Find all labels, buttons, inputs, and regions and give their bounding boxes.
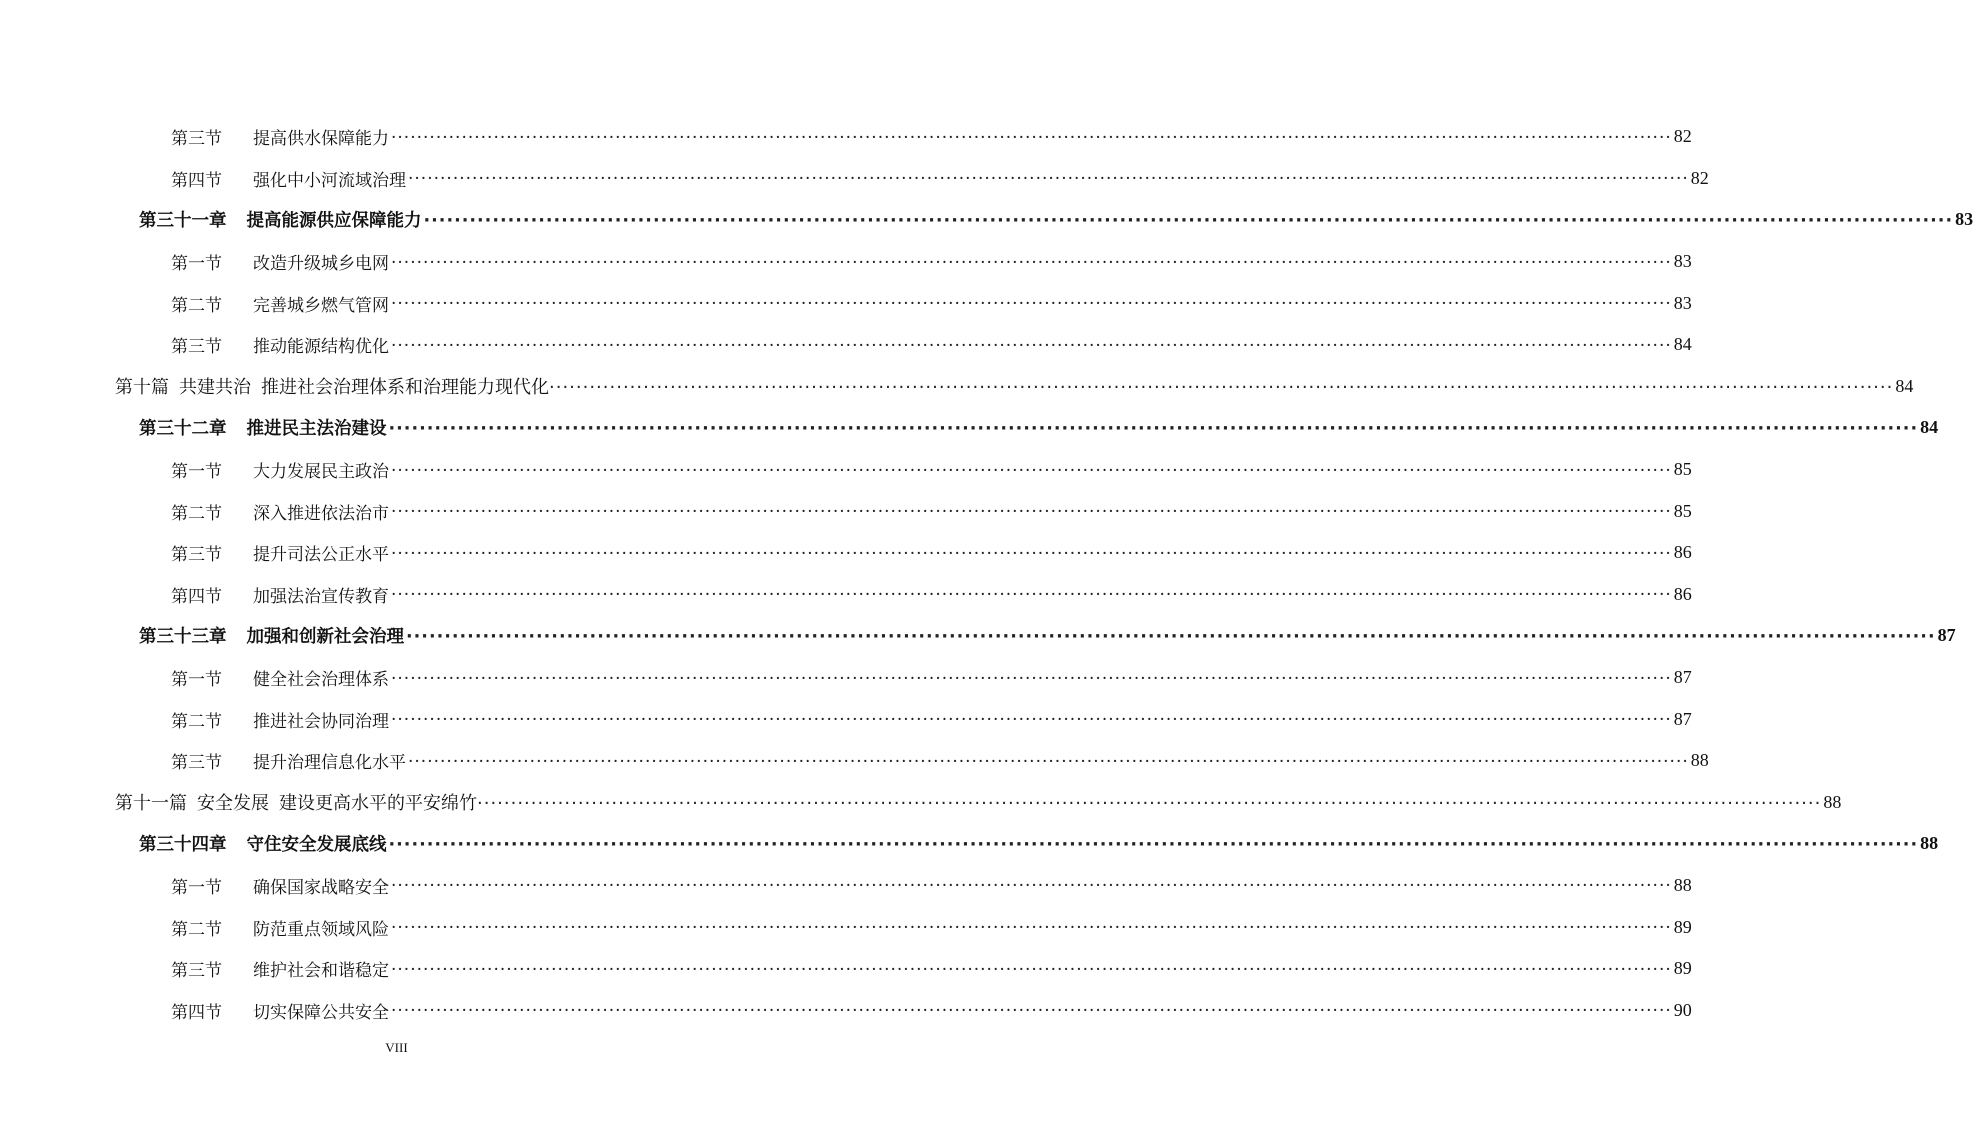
dot-leader: ········································································································································································································ xyxy=(391,502,1672,523)
page-number: 90 xyxy=(1673,999,1692,1020)
page-number: 89 xyxy=(1673,958,1692,979)
section-number: 第四节 xyxy=(171,170,222,191)
page-number: 84 xyxy=(1895,375,1914,396)
dot-leader: ········································································································································································································ xyxy=(391,252,1672,273)
dot-leader: ········································································································································································································ xyxy=(391,710,1672,731)
toc-entry-section[interactable] xyxy=(0,532,1692,574)
section-number: 第一节 xyxy=(171,462,222,483)
dot-leader: ········································································································································································································ xyxy=(408,169,1689,190)
toc-entry-section[interactable] xyxy=(0,948,1692,990)
toc-entry-title xyxy=(171,249,389,274)
page-number: 84 xyxy=(1673,334,1692,355)
section-title: 深入推进依法治市 xyxy=(253,503,389,524)
page-number: 87 xyxy=(1673,708,1692,729)
toc-entry-title xyxy=(171,748,406,773)
toc-entry-title xyxy=(171,665,389,690)
toc-entry-title xyxy=(171,873,389,898)
page-number: 87 xyxy=(1937,625,1956,646)
toc-entry-chapter[interactable] xyxy=(0,823,1939,865)
page-number: 88 xyxy=(1823,791,1842,812)
dot-leader: ········································································································································································································ xyxy=(391,585,1672,606)
toc-entry-section[interactable] xyxy=(0,282,1692,324)
toc-entry-section[interactable] xyxy=(0,865,1692,907)
dot-leader: ········································································································································································································ xyxy=(391,668,1672,689)
dot-leader: ········································································································································································································ xyxy=(391,335,1672,356)
page-number: 88 xyxy=(1920,833,1939,854)
section-number: 第二节 xyxy=(171,503,222,524)
toc-entry-title xyxy=(171,707,389,732)
dot-leader: ········································································································································································································ xyxy=(391,127,1672,148)
section-title: 维护社会和谐稳定 xyxy=(253,961,389,982)
toc-entry-title xyxy=(139,831,387,856)
toc-entry-title xyxy=(171,582,389,607)
page-number: 84 xyxy=(1920,417,1939,438)
dot-leader: ········································································································································································································ xyxy=(406,626,1936,647)
toc-entry-section[interactable] xyxy=(0,698,1692,740)
section-title: 完善城乡燃气管网 xyxy=(253,295,389,316)
page-number: 89 xyxy=(1673,916,1692,937)
section-title: 提升司法公正水平 xyxy=(253,545,389,566)
toc-entry-title xyxy=(171,956,389,981)
toc-entry-section[interactable] xyxy=(0,324,1692,366)
toc-entry-section[interactable] xyxy=(0,490,1692,532)
dot-leader: ········································································································································································································ xyxy=(477,792,1822,814)
toc-entry-part[interactable] xyxy=(0,782,1842,824)
toc-entry-title xyxy=(139,623,404,648)
chapter-title: 推进民主法治建设 xyxy=(246,419,387,440)
section-number: 第二节 xyxy=(171,711,222,732)
toc-entry-section[interactable] xyxy=(0,989,1692,1031)
part-number: 第十篇 xyxy=(115,377,169,399)
chapter-number: 第三十二章 xyxy=(139,419,227,440)
section-number: 第一节 xyxy=(171,254,222,275)
page-number: 83 xyxy=(1673,251,1692,272)
section-title: 推进社会协同治理 xyxy=(253,711,389,732)
toc-entry-section[interactable] xyxy=(0,574,1692,616)
section-number: 第四节 xyxy=(171,586,222,607)
toc-entry-title xyxy=(171,998,389,1023)
section-number: 第三节 xyxy=(171,129,222,150)
dot-leader: ········································································································································································································ xyxy=(549,376,1894,398)
toc-entry-section[interactable] xyxy=(0,116,1692,158)
section-title: 确保国家战略安全 xyxy=(253,877,389,898)
section-number: 第一节 xyxy=(171,877,222,898)
toc-entry-title xyxy=(171,332,389,357)
page-number: 87 xyxy=(1673,667,1692,688)
chapter-number: 第三十三章 xyxy=(139,627,227,648)
table-of-contents xyxy=(0,116,1973,1031)
part-title: 推进社会治理体系和治理能力现代化 xyxy=(261,377,549,399)
page-number: 85 xyxy=(1673,500,1692,521)
section-title: 健全社会治理体系 xyxy=(253,670,389,691)
toc-entry-section[interactable] xyxy=(0,740,1709,782)
dot-leader: ········································································································································································································ xyxy=(391,876,1672,897)
toc-entry-chapter[interactable] xyxy=(0,199,1973,241)
section-title: 提升治理信息化水平 xyxy=(253,753,406,774)
toc-entry-chapter[interactable] xyxy=(0,407,1939,449)
section-title: 推动能源结构优化 xyxy=(253,337,389,358)
toc-entry-section[interactable] xyxy=(0,241,1692,283)
section-number: 第三节 xyxy=(171,337,222,358)
chapter-number: 第三十一章 xyxy=(139,211,227,232)
dot-leader: ········································································································································································································ xyxy=(391,460,1672,481)
page-number: 83 xyxy=(1673,292,1692,313)
section-title: 强化中小河流域治理 xyxy=(253,170,406,191)
section-title: 切实保障公共安全 xyxy=(253,1002,389,1023)
dot-leader: ········································································································································································································ xyxy=(391,1001,1672,1022)
chapter-number: 第三十四章 xyxy=(139,835,227,856)
page-number: 86 xyxy=(1673,583,1692,604)
page-number: 88 xyxy=(1690,750,1709,771)
toc-entry-title xyxy=(171,540,389,565)
section-title: 改造升级城乡电网 xyxy=(253,254,389,275)
chapter-title: 加强和创新社会治理 xyxy=(246,627,404,648)
toc-entry-title xyxy=(115,789,477,815)
toc-entry-section[interactable] xyxy=(0,657,1692,699)
section-title: 提高供水保障能力 xyxy=(253,129,389,150)
dot-leader: ········································································································································································································ xyxy=(391,918,1672,939)
part-title: 建设更高水平的平安绵竹 xyxy=(279,793,477,815)
section-number: 第四节 xyxy=(171,1002,222,1023)
part-theme: 共建共治 xyxy=(179,377,251,399)
toc-entry-title xyxy=(139,415,387,440)
toc-entry-section[interactable] xyxy=(0,158,1709,200)
toc-entry-title xyxy=(171,457,389,482)
dot-leader: ········································································································································································································ xyxy=(391,959,1672,980)
dot-leader: ········································································································································································································ xyxy=(388,418,1919,439)
section-number: 第三节 xyxy=(171,545,222,566)
page-number: 82 xyxy=(1673,126,1692,147)
toc-entry-section[interactable] xyxy=(0,449,1692,491)
toc-entry-title xyxy=(171,499,389,524)
page-number: 88 xyxy=(1673,874,1692,895)
page-number: 86 xyxy=(1673,542,1692,563)
page-number: 83 xyxy=(1955,209,1973,230)
section-number: 第一节 xyxy=(171,670,222,691)
section-number: 第二节 xyxy=(171,919,222,940)
toc-entry-title xyxy=(171,166,406,191)
dot-leader: ········································································································································································································ xyxy=(391,294,1672,315)
section-title: 防范重点领域风险 xyxy=(253,919,389,940)
section-title: 加强法治宣传教育 xyxy=(253,586,389,607)
toc-entry-title xyxy=(171,124,389,149)
toc-entry-title xyxy=(115,373,549,399)
toc-entry-title xyxy=(139,207,422,232)
chapter-title: 提高能源供应保障能力 xyxy=(246,211,422,232)
page-number: 82 xyxy=(1690,167,1709,188)
dot-leader: ········································································································································································································ xyxy=(408,751,1689,772)
dot-leader: ········································································································································································································ xyxy=(391,543,1672,564)
page-number-footer: VIII xyxy=(385,1040,408,1055)
toc-entry-title xyxy=(171,915,389,940)
section-number: 第三节 xyxy=(171,961,222,982)
section-number: 第三节 xyxy=(171,753,222,774)
page-number: 85 xyxy=(1673,459,1692,480)
section-title: 大力发展民主政治 xyxy=(253,462,389,483)
part-theme: 安全发展 xyxy=(197,793,269,815)
toc-entry-part[interactable] xyxy=(0,366,1914,408)
part-number: 第十一篇 xyxy=(115,793,187,815)
chapter-title: 守住安全发展底线 xyxy=(246,835,387,856)
dot-leader: ········································································································································································································ xyxy=(388,834,1919,855)
toc-entry-section[interactable] xyxy=(0,906,1692,948)
toc-entry-chapter[interactable] xyxy=(0,615,1956,657)
dot-leader: ········································································································································································································ xyxy=(423,210,1954,231)
toc-entry-title xyxy=(171,291,389,316)
section-number: 第二节 xyxy=(171,295,222,316)
